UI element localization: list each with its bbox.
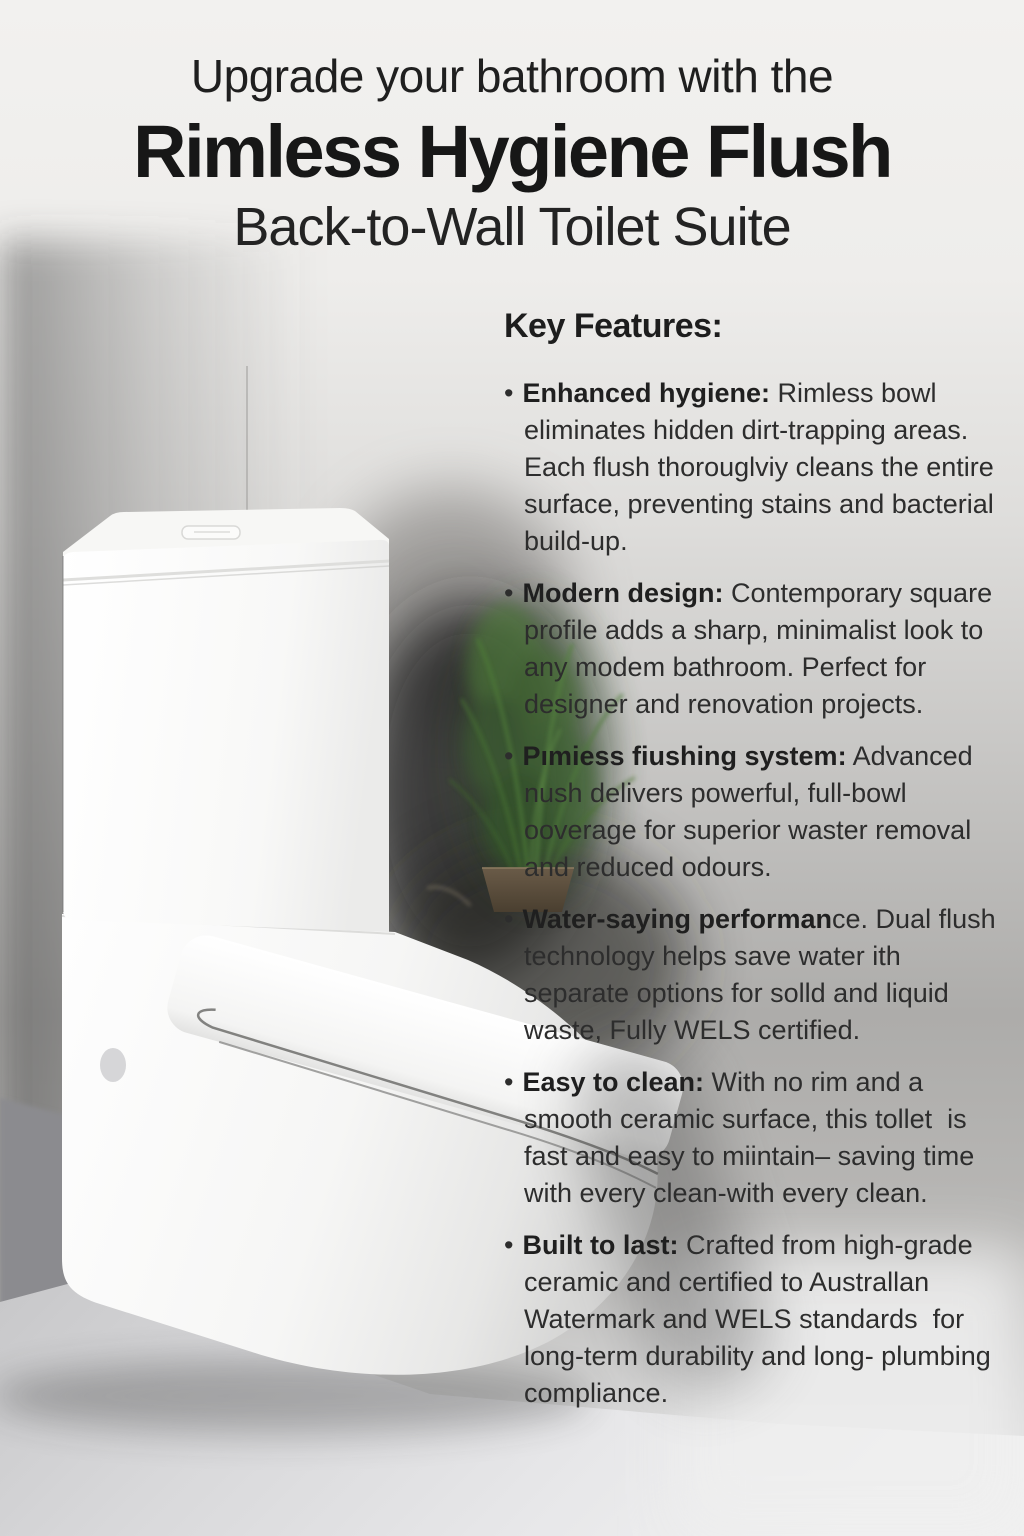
feature-label: Modern design:: [522, 577, 724, 608]
key-features-section: [504, 306, 1004, 1427]
feature-text: Rimless bowl eliminates hidden dirt-trapping areas. Each flush thorouglviy cleans the entire surface, preventing stains and bacterial build-up.: [524, 377, 1002, 556]
feature-text: Contemporary square profile adds a sharp, minimalist look to any modem bathroom. Perfect for designer and renovation projects.: [524, 577, 1000, 719]
feature-water-saving: [504, 901, 1004, 1049]
bullet-icon: •: [504, 1229, 514, 1260]
feature-modern-design: [504, 575, 1000, 723]
pan-side-cap: [100, 1048, 126, 1082]
headline-intro: Upgrade your bathroom with the: [190, 50, 834, 102]
cistern: [63, 508, 389, 932]
feature-label: Easy to clean:: [522, 1066, 705, 1097]
feature-label: Pımiess fiushing system:: [522, 740, 847, 771]
feature-easy-to-clean: [504, 1064, 996, 1212]
bullet-icon: •: [504, 377, 514, 408]
product-name: Rimless Hygiene Flush: [133, 109, 891, 193]
feature-label: Enhanced hygiene:: [522, 377, 771, 408]
bullet-icon: •: [504, 903, 514, 934]
feature-label: Water-saying performan: [522, 903, 833, 934]
feature-label: Built to last:: [522, 1229, 679, 1260]
cistern-front: [63, 540, 389, 932]
bullet-icon: •: [504, 1066, 514, 1097]
feature-text: With no rim and a smooth ceramic surface, this tollet is fast and easy to miintain– saving time with every clean-with every clean.: [524, 1066, 982, 1208]
bullet-icon: •: [504, 577, 514, 608]
feature-text: Crafted from high-grade ceramic and certified to Australlan Watermark and WELS standards for long-term durability and long- plumbing compliance.: [524, 1229, 999, 1408]
key-features-heading: Key Features:: [504, 307, 723, 345]
feature-enhanced-hygiene: [504, 375, 1002, 560]
product-type: Back-to-Wall Toilet Suite: [233, 197, 791, 258]
pan-floor-shadow: [0, 1358, 590, 1434]
feature-built-to-last: [504, 1227, 999, 1412]
feature-text: ce. Dual flush technology helps save water ith separate options for solld and liquid waste, Fully WELS certified.: [524, 903, 1004, 1045]
feature-rimless-flushing: [504, 738, 996, 886]
bullet-icon: •: [504, 740, 514, 771]
headline-block: [0, 50, 1024, 258]
feature-text: Advanced nush delivers powerful, full-bowl ooverage for superior waster removal and reduced odours.: [524, 740, 981, 882]
